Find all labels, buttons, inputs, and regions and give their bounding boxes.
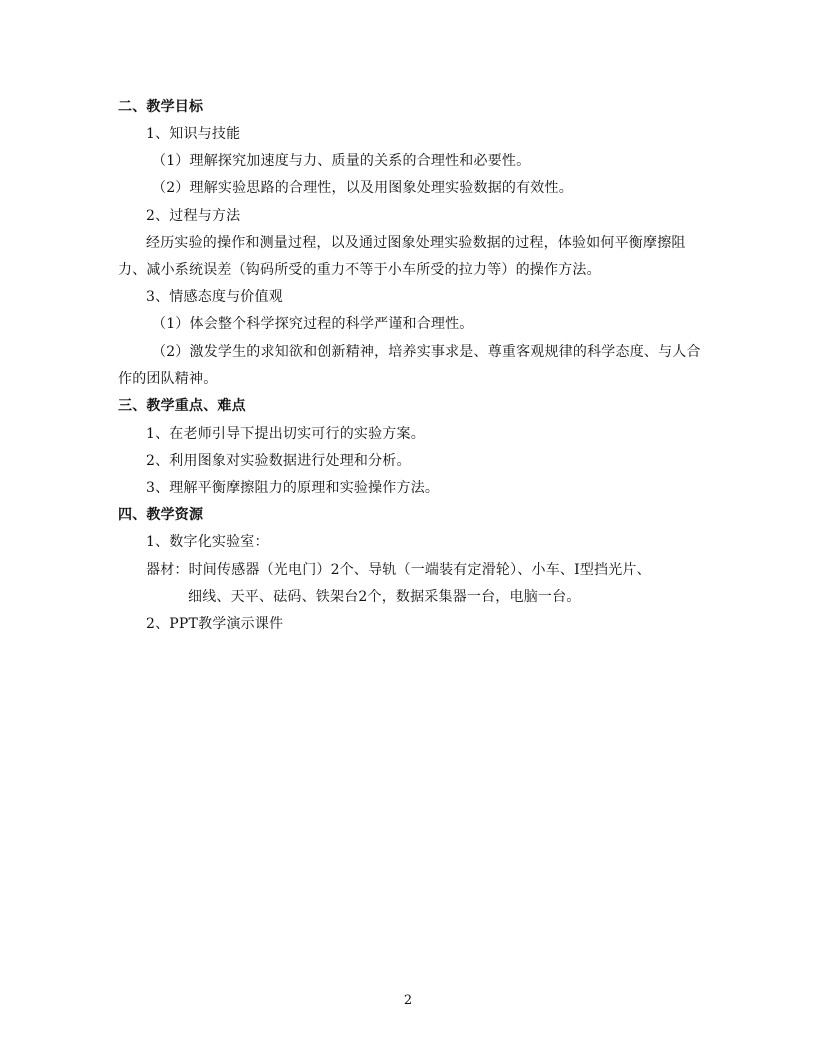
paragraph: （2）理解实验思路的合理性，以及用图象处理实验数据的有效性。 — [152, 180, 573, 196]
subheading-attitudes-values: 3、情感态度与价值观 — [146, 289, 283, 305]
page-number: 2 — [403, 993, 413, 1008]
paragraph: （1）理解探究加速度与力、质量的关系的合理性和必要性。 — [152, 153, 531, 169]
subheading-knowledge-skills: 1、知识与技能 — [146, 126, 241, 142]
paragraph: 经历实验的操作和测量过程，以及通过图象处理实验数据的过程，体验如何平衡摩擦阻 — [146, 235, 686, 251]
equipment-list: 器材：时间传感器（光电门）2个、导轨（一端装有定滑轮）、小车、I型挡光片、 — [146, 562, 651, 578]
list-item: 3、理解平衡摩擦阻力的原理和实验操作方法。 — [146, 480, 440, 496]
list-item: 2、PPT教学演示课件 — [146, 616, 284, 632]
section-heading-objectives: 二、教学目标 — [118, 99, 204, 115]
subheading-process-methods: 2、过程与方法 — [146, 208, 241, 224]
list-item: 1、数字化实验室： — [146, 534, 269, 550]
paragraph: （2）激发学生的求知欲和创新精神，培养实事求是、尊重客观规律的科学态度、与人合 — [152, 344, 701, 360]
paragraph: 力、减小系统误差（钩码所受的重力不等于小车所受的拉力等）的操作方法。 — [118, 262, 601, 278]
list-item: 1、在老师引导下提出切实可行的实验方案。 — [146, 426, 425, 442]
paragraph: （1）体会整个科学探究过程的科学严谨和合理性。 — [152, 316, 474, 332]
section-heading-key-points: 三、教学重点、难点 — [118, 398, 246, 414]
section-heading-resources: 四、教学资源 — [118, 507, 204, 523]
equipment-list-continued: 细线、天平、砝码、铁架台2个，数据采集器一台，电脑一台。 — [188, 589, 581, 605]
paragraph: 作的团队精神。 — [118, 371, 218, 387]
list-item: 2、利用图象对实验数据进行处理和分析。 — [146, 453, 411, 469]
